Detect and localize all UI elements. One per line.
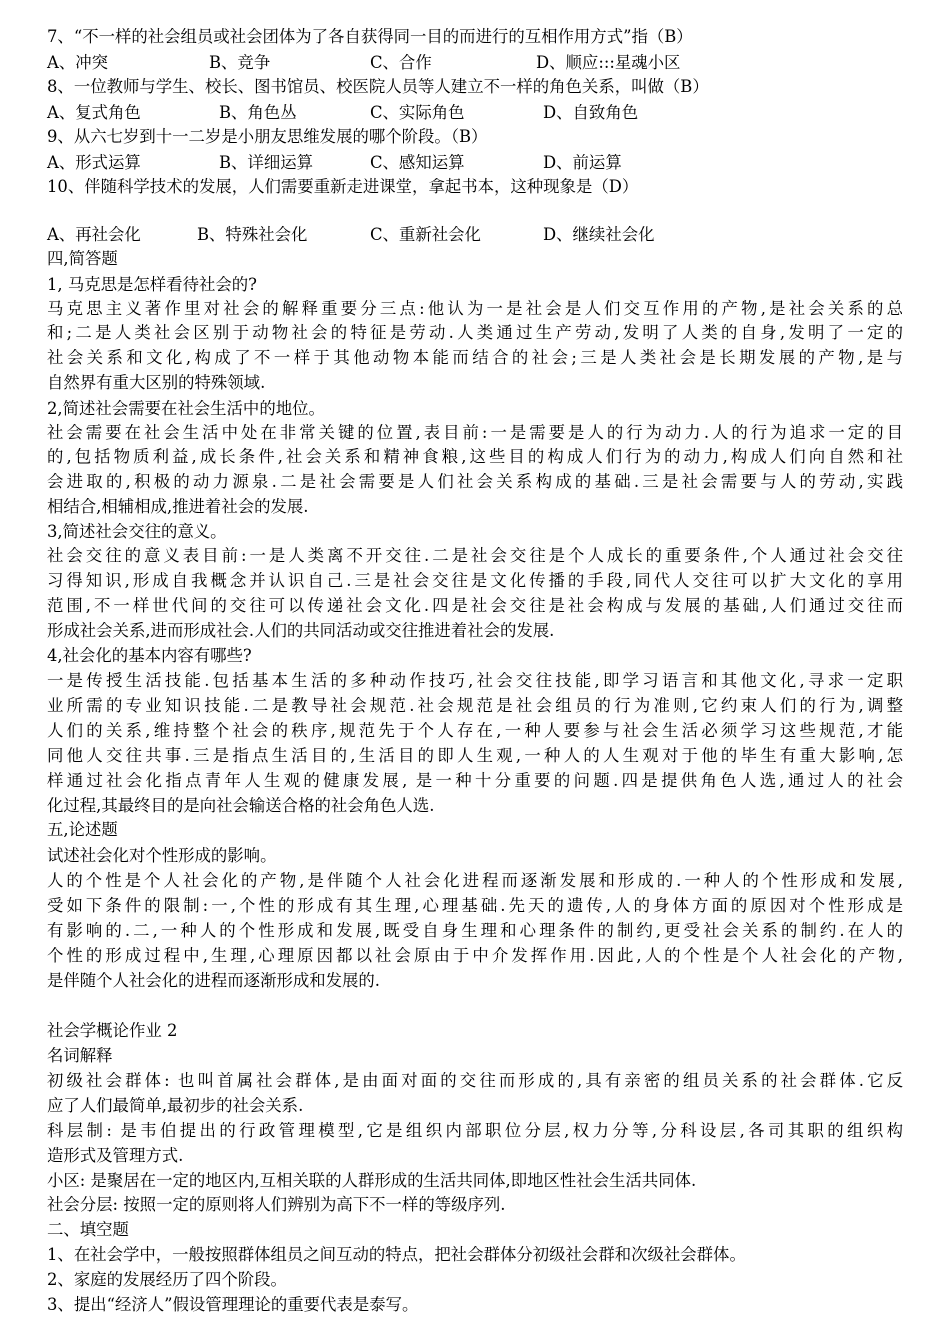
- sa-answer-3-line: 社会交往的意义表目前:一是人类离不开交往.二是社会交往是个人成长的重要条件,个人通过社会交往: [47, 546, 903, 565]
- term-line: 科层制: 是韦伯提出的行政管理模型,它是组织内部职位分层,权力分等,分科设层,各司其职的组织构: [47, 1121, 903, 1140]
- term-line: 社会分层: 按照一定的原则将人们辨别为高下不一样的等级序列.: [47, 1195, 506, 1214]
- option-d: D、继续社会化: [543, 225, 655, 244]
- sa-question-2: 2,简述社会需要在社会生活中的地位。: [47, 399, 325, 418]
- sa-answer-1-line: 马克思主义著作里对社会的解释重要分三点:他认为一是社会是人们交互作用的产物,是社会关系的总: [47, 299, 903, 318]
- sa-answer-2-line: 社会需要在社会生活中处在非常关键的位置,表目前:一是需要是人的行为动力.人的行为追求一定的目: [47, 423, 903, 442]
- section-5-heading: 五,论述题: [47, 820, 118, 839]
- option-a: A、再社会化: [47, 225, 141, 244]
- option-b: B、详细运算: [219, 153, 313, 172]
- sa-answer-4-line: 人们的关系,维持整个社会的秩序,规范先于个人存在,一种人要参与社会生活必须学习这些规范,才能: [47, 721, 903, 740]
- term-line: 应了人们最简单,最初步的社会关系.: [47, 1096, 304, 1115]
- question-7-stem: 7、“不一样的社会组员或社会团体为了各自获得同一目的而进行的互相作用方式”指（B）: [47, 27, 693, 46]
- fill-line: 3、提出“经济人”假设管理理论的重要代表是泰写。: [47, 1295, 419, 1314]
- sa-question-4: 4,社会化的基本内容有哪些?: [47, 646, 252, 665]
- sa-answer-4-line: 同他人交往共事.三是指点生活目的,生活目的即人生观,一种人的人生观对于他的毕生有重大影响,怎: [47, 746, 903, 765]
- essay-answer-line: 有影响的.二,一种人的个性形成和发展,既受自身生理和心理条件的制约,更受社会关系的制约.在人的: [47, 921, 903, 940]
- option-c: C、感知运算: [370, 153, 465, 172]
- essay-answer-line: 人的个性是个人社会化的产物,是伴随个人社会化进程而逐渐发展和形成的.一种人的个性形成和发展,: [47, 871, 903, 890]
- sa-answer-1-line: 和;二是人类社会区别于动物社会的特征是劳动.人类通过生产劳动,发明了人类的自身,发明了一定的: [47, 323, 903, 342]
- sa-answer-4-line: 样通过社会化指点青年人生观的健康发展, 是一种十分重要的问题.四是提供角色人选,通过人的社会: [47, 771, 903, 790]
- question-8-stem: 8、一位教师与学生、校长、图书馆员、校医院人员等人建立不一样的角色关系，叫做（B）: [47, 77, 709, 96]
- terms-heading: 名词解释: [47, 1046, 113, 1065]
- question-9-options: [47, 150, 903, 176]
- sa-answer-3-line: 范围,不一样世代间的交往可以传递社会文化.四是社会交往是社会构成与发展的基础,人们通过交往而: [47, 596, 903, 615]
- option-c: C、实际角色: [370, 103, 465, 122]
- fill-line: 2、家庭的发展经历了四个阶段。: [47, 1270, 287, 1289]
- question-8-options: [47, 100, 903, 126]
- sa-answer-3-line: 习得知识,形成自我概念并认识自己.三是社会交往是文化传播的手段,同代人交往可以扩大文化的享用: [47, 571, 903, 590]
- question-10-stem: 10、伴随科学技术的发展，人们需要重新走进课堂，拿起书本，这种现象是（D）: [47, 177, 639, 196]
- sa-answer-1-line: 自然界有重大区别的特殊领域.: [47, 373, 266, 392]
- question-9-stem: 9、从六七岁到十一二岁是小朋友思维发展的哪个阶段。（B）: [47, 127, 488, 146]
- option-b: B、角色丛: [219, 103, 297, 122]
- essay-question: 试述社会化对个性形成的影响。: [47, 846, 277, 865]
- assignment-2-title: 社会学概论作业 2: [47, 1021, 178, 1040]
- essay-answer-line: 受如下条件的限制:一,个性的形成有其生理,心理基础.先天的遗传,人的身体方面的原因对个性形成是: [47, 896, 903, 915]
- term-line: 造形式及管理方式.: [47, 1146, 184, 1165]
- option-d: D、自致角色: [543, 103, 639, 122]
- sa-answer-2-line: 会进取的,积极的动力源泉.二是社会需要是人们社会关系构成的基础.三是社会需要与人的劳动,实践: [47, 472, 903, 491]
- sa-question-1: 1, 马克思是怎样看待社会的?: [47, 275, 257, 294]
- option-b: B、竞争: [209, 53, 271, 72]
- section-4-heading: 四,简答题: [47, 249, 118, 268]
- term-line: 初级社会群体: 也叫首属社会群体,是由面对面的交往而形成的,具有亲密的组员关系的社会群体.它反: [47, 1071, 903, 1090]
- option-c: C、合作: [370, 53, 432, 72]
- sa-answer-1-line: 社会关系和文化,构成了不一样于其他动物本能而结合的社会;三是人类社会是长期发展的产物,是与: [47, 348, 903, 367]
- sa-answer-4-line: 业所需的专业知识技能.二是教导社会规范.社会规范是社会组员的行为准则,它约束人们的行为,调整: [47, 696, 903, 715]
- sa-answer-4-line: 一是传授生活技能.包括基本生活的多种动作技巧,社会交往技能,即学习语言和其他文化,寻求一定职: [47, 671, 903, 690]
- question-7-options: [47, 50, 903, 76]
- sa-question-3: 3,简述社会交往的意义。: [47, 522, 227, 541]
- sa-answer-2-line: 的,包括物质利益,成长条件,社会关系和精神食粮,这些目的构成人们行为的动力,构成人们向自然和社: [47, 447, 903, 466]
- option-d: D、前运算: [543, 153, 622, 172]
- option-a: A、形式运算: [47, 153, 141, 172]
- fill-heading: 二、填空题: [47, 1220, 129, 1239]
- sa-answer-4-line: 化过程,其最终目的是向社会输送合格的社会角色人选.: [47, 796, 435, 815]
- essay-answer-line: 是伴随个人社会化的进程而逐渐形成和发展的.: [47, 971, 381, 990]
- option-a: A、复式角色: [47, 103, 141, 122]
- term-line: 小区: 是聚居在一定的地区内,互相关联的人群形成的生活共同体,即地区性社会生活共同体.: [47, 1171, 697, 1190]
- essay-answer-line: 个性的形成过程中,生理,心理原因都以社会原由于中介发挥作用.因此,人的个性是个人社会化的产物,: [47, 946, 903, 965]
- option-c: C、重新社会化: [370, 225, 481, 244]
- sa-answer-3-line: 形成社会关系,进而形成社会.人们的共同活动或交往推进着社会的发展.: [47, 621, 555, 640]
- sa-answer-2-line: 相结合,相辅相成,推进着社会的发展.: [47, 497, 309, 516]
- fill-line: 1、在社会学中，一般按照群体组员之间互动的特点，把社会群体分初级社会群和次级社会群体。: [47, 1245, 746, 1264]
- option-a: A、冲突: [47, 53, 109, 72]
- option-b: B、特殊社会化: [197, 225, 308, 244]
- question-10-options: [47, 222, 903, 248]
- option-d: D、顺应:::星魂小区: [536, 53, 681, 72]
